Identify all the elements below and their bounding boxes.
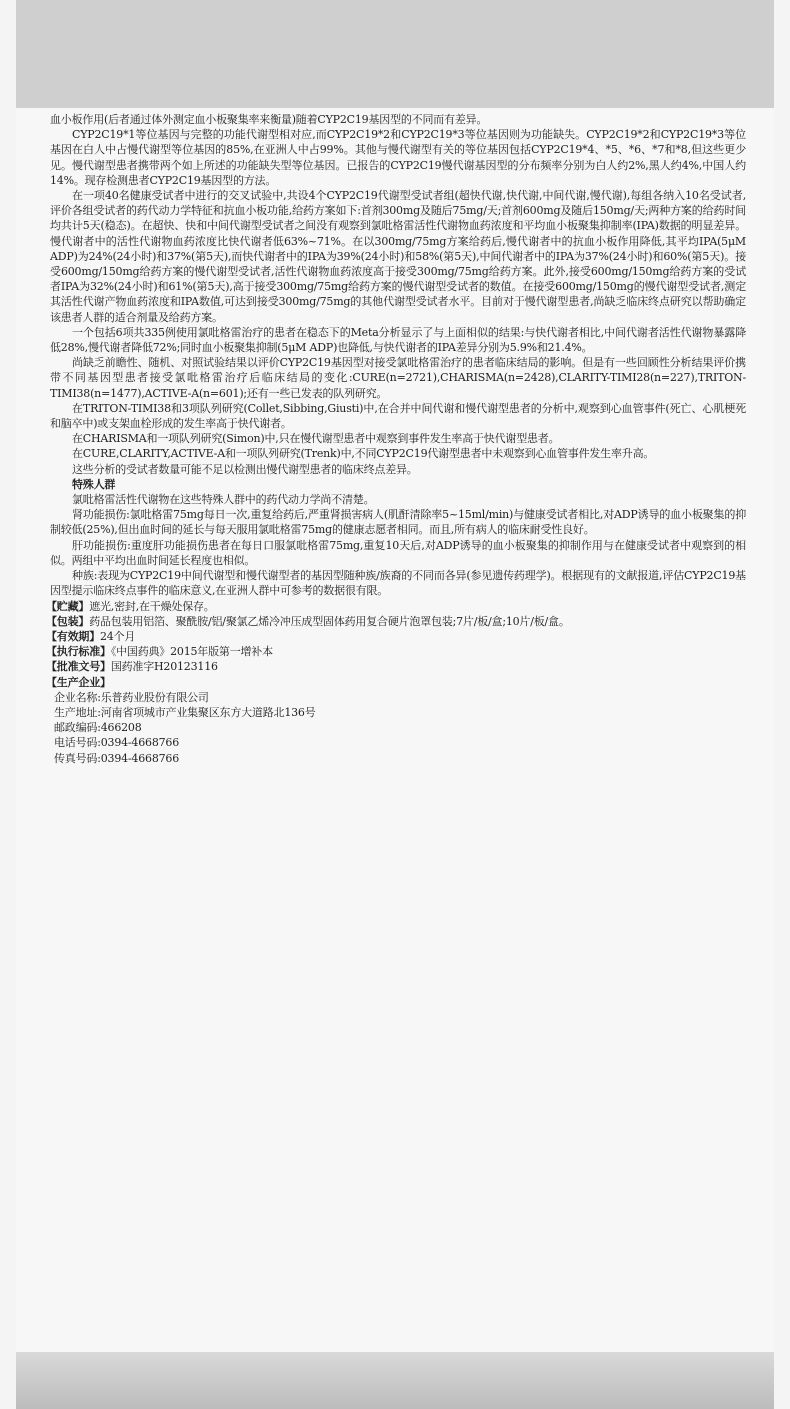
info-key: 电话号码:: [54, 736, 101, 750]
section-text: 国药准字H20123116: [110, 660, 218, 674]
info-value: 乐普药业股份有限公司: [100, 690, 209, 704]
approval-section: [46, 659, 746, 674]
info-key: 企业名称:: [54, 690, 101, 704]
special-population-heading: 特殊人群: [72, 477, 116, 491]
paragraph: 在TRITON-TIMI38和3项队列研究(Collet,Sibbing,Giusti)中,在合并中间代谢和慢代谢型患者的分析中,观察到心血管事件(死亡、心肌梗死和脑卒中)或支架血栓形成的发生率高于快代谢者。: [50, 401, 746, 431]
package-section: [46, 614, 746, 629]
paragraph: CYP2C19*1等位基因与完整的功能代谢型相对应,而CYP2C19*2和CYP2C19*3等位基因则为功能缺失。CYP2C19*2和CYP2C19*3等位基因在白人中占慢代谢型等位基因的85%,在亚洲人中占99%。其他与慢代谢型有关的等位基因包括CYP2C19*4、*5、*6、*7和*8,但这些更少见。慢代谢型患者携带两个如上所述的功能缺失型等位基因。已报告的CYP2C19慢代谢基因型的分布频率分别为白人约2%,黑人约4%,中国人约14%。现存检测患者CYP2C19基因型的方法。: [50, 128, 746, 187]
company-address-row: [54, 705, 746, 720]
info-key: 邮政编码:: [54, 721, 101, 735]
info-key: 传真号码:: [54, 751, 101, 765]
storage-section: [46, 599, 746, 614]
top-shadow-band: [16, 0, 774, 108]
postcode-row: [54, 720, 746, 735]
paragraph: 这些分析的受试者数量可能不足以检测出慢代谢型患者的临床终点差异。: [72, 462, 418, 476]
bottom-shadow-band: [16, 1352, 774, 1409]
paragraph: 肾功能损伤:氯吡格雷75mg每日一次,重复给药后,严重肾损害病人(肌酐清除率5~15ml/min)与健康受试者相比,对ADP诱导的血小板聚集的抑制较低(25%),但出血时间的延长与每天服用氯吡格雷75mg的健康志愿者相同。而且,所有病人的临床耐受性良好。: [50, 508, 746, 537]
section-text: 药品包装用铝箔、聚酰胺/铝/聚氯乙烯冷冲压成型固体药用复合硬片泡罩包装;7片/板/盒;10片/板/盒。: [89, 614, 570, 628]
paragraph: 在CHARISMA和一项队列研究(Simon)中,只在慢代谢型患者中观察到事件发生率高于快代谢型患者。: [72, 432, 560, 446]
fax-row: [54, 751, 746, 766]
section-label: 【执行标准】: [46, 645, 111, 659]
paragraph: 尚缺乏前瞻性、随机、对照试验结果以评价CYP2C19基因型对接受氯吡格雷治疗的患者临床结局的影响。但是有一些回顾性分析结果评价携带不同基因型患者接受氯吡格雷治疗后临床结局的变化:CURE(n=2721),CHARISMA(n=2428),CLARITY-TIMI28(n=227),TRITON-TIMI38(n=1477),ACTIVE-A(n=601);还有一些已发表的队列研究。: [50, 356, 746, 400]
paragraph: 血小板作用(后者通过体外测定血小板聚集率来衡量)随着CYP2C19基因型的不同而有差异。: [50, 113, 488, 126]
leaflet-text: [46, 112, 746, 766]
paragraph: 在一项40名健康受试者中进行的交叉试验中,共设4个CYP2C19代谢型受试者组(超快代谢,快代谢,中间代谢,慢代谢),每组各纳入10名受试者,评价各组受试者的药代动力学特征和抗血小板功能,给药方案如下:首剂300mg及随后75mg/天;首剂600mg及随后150mg/天;两种方案的给药时间均共计5天(稳态)。在超快、快和中间代谢型受试者之间没有观察到氯吡格雷活性代谢物血药浓度和平均血小板聚集抑制率(IPA)数据的明显差异。慢代谢者中的活性代谢物血药浓度比快代谢者低63%~71%。在以300mg/75mg方案给药后,慢代谢者中的抗血小板作用降低,其平均IPA(5μM ADP)为24%(24小时)和37%(第5天),而快代谢者中的IPA为39%(24小时)和58%(第5天),中间代谢者中的IPA为37%(24小时)和60%(第5天)。接受600mg/150mg给药方案的慢代谢型受试者,活性代谢物血药浓度高于接受300mg/75mg给药方案。此外,接受600mg/150mg给药方案的受试者IPA为32%(24小时)和61%(第5天),高于接受300mg/75mg给药方案的慢代谢型受试者的数值。在接受600mg/150mg的慢代谢型受试者,测定其活性代谢产物血药浓度和IPA数值,可达到接受300mg/75mg的其他代谢型受试者水平。目前对于慢代谢型患者,尚缺乏临床终点研究以帮助确定该患者人群的适合剂量及给药方案。: [50, 189, 746, 324]
standard-section: [46, 644, 746, 659]
paragraph: 一个包括6项共335例使用氯吡格雷治疗的患者在稳态下的Meta分析显示了与上面相似的结果:与快代谢者相比,中间代谢者活性代谢物暴露降低28%,慢代谢者降低72%;同时血小板聚集抑制(5μM ADP)也降低,与快代谢者的IPA差异分别为5.9%和21.4%。: [50, 325, 746, 355]
info-value: 0394-4668766: [100, 751, 180, 765]
section-label: 【贮藏】: [46, 599, 90, 613]
section-label: 【有效期】: [46, 629, 100, 643]
section-text: 24个月: [100, 629, 136, 643]
paragraph: 氯吡格雷活性代谢物在这些特殊人群中的药代动力学尚不清楚。: [72, 493, 375, 507]
phone-row: [54, 735, 746, 750]
manufacturer-section: [46, 675, 746, 690]
paragraph: 在CURE,CLARITY,ACTIVE-A和一项队列研究(Trenk)中,不同CYP2C19代谢型患者中未观察到心血管事件发生率升高。: [72, 447, 655, 461]
section-text: 《中国药典》2015年版第一增补本: [110, 645, 273, 659]
info-key: 生产地址:: [54, 705, 101, 719]
paragraph: 肝功能损伤:重度肝功能损伤患者在每日口服氯吡格雷75mg,重复10天后,对ADP诱导的血小板聚集的抑制作用与在健康受试者中观察到的相似。两组中平均出血时间延长程度也相似。: [50, 538, 746, 567]
section-text: 遮光,密封,在干燥处保存。: [89, 599, 215, 613]
info-value: 河南省项城市产业集聚区东方大道路北136号: [100, 705, 316, 719]
section-label: 【批准文号】: [46, 660, 111, 674]
paragraph: 种族:表现为CYP2C19中间代谢型和慢代谢型者的基因型随种族/族裔的不同而各异(参见遗传药理学)。根据现有的文献报道,评估CYP2C19基因型提示临床终点事件的临床意义,在亚洲人群中可参考的数据很有限。: [50, 569, 746, 598]
validity-section: [46, 629, 746, 644]
company-info: [50, 690, 746, 766]
section-label: 【包装】: [46, 614, 90, 628]
company-name-row: [54, 690, 746, 705]
info-value: 466208: [100, 721, 142, 735]
info-value: 0394-4668766: [100, 736, 180, 750]
section-label: 【生产企业】: [46, 675, 111, 689]
